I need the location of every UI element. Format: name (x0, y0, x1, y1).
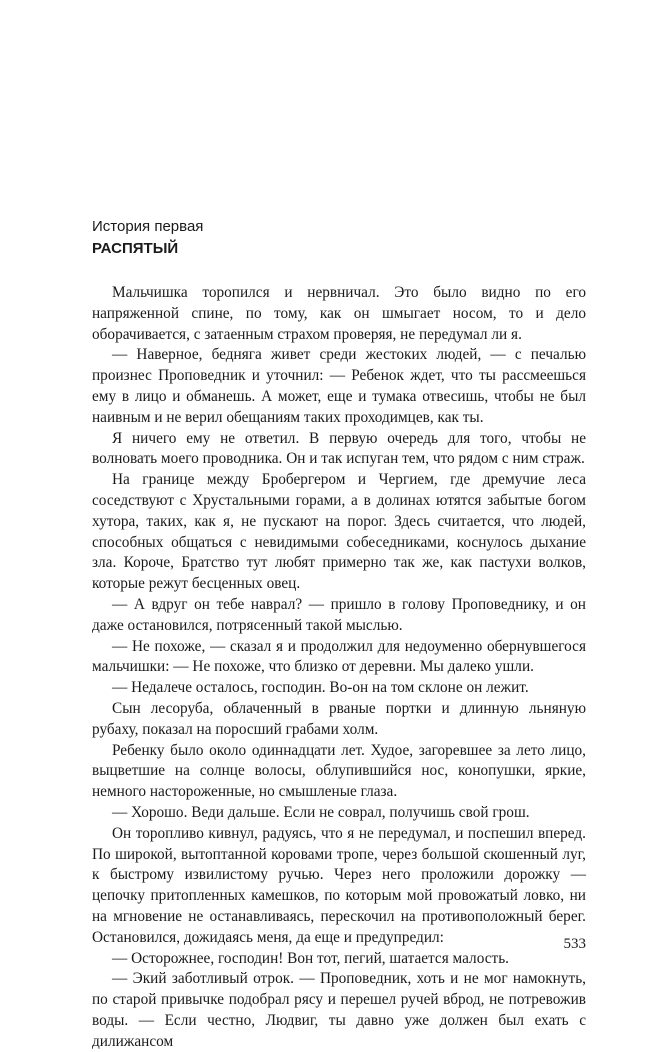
paragraph: На границе между Бробергером и Чергием, где дремучие леса соседствуют с Хрустальными горами, а в долинах ютятся забытые богом хутора, таких, как я, не пускают на порог. Здесь считается, что людей, способных общаться с невидимыми собеседниками, коснулось дыхание зла. Короче, Братство тут любят примерно так же, как пастухи волков, которые режут бесценных овец. (92, 471, 586, 593)
body-text (92, 283, 586, 1052)
paragraph: Сын лесоруба, облаченный в рваные портки и длинную льняную рубаху, показал на поросший грабами холм. (92, 699, 586, 738)
chapter-number: История первая (92, 218, 204, 235)
chapter-title: РАСПЯТЫЙ (92, 240, 179, 257)
chapter-heading (92, 216, 572, 260)
paragraph: — Наверное, бедняга живет среди жестоких людей, — с печалью произнес Проповедник и уточнил: — Ребенок ждет, что ты рассмеешься ему в лицо и обманешь. А может, еще и тумака отвесишь, чтобы не был наивным и не верил обещаниям таких проходимцев, как ты. (92, 346, 586, 426)
paragraph: Он торопливо кивнул, радуясь, что я не передумал, и поспешил вперед. По широкой, вытоптанной коровами тропе, через большой скошенный луг, к быстрому извилистому ручью. Через него проложили дорожку — цепочку притопленных камешков, по которым мой провожатый ловко, ни на мгновение не останавливаясь, перескочил на противоположный берег. Остановился, дожидаясь меня, да еще и предупредил: (92, 824, 586, 946)
page-number: 533 (563, 936, 586, 952)
paragraph: Ребенку было около одиннадцати лет. Худое, загоревшее за лето лицо, выцветшие на солнце волосы, облупившийся нос, конопушки, яркие, немного настороженные, но смышленые глаза. (92, 741, 586, 801)
paragraph: — Хорошо. Веди дальше. Если не соврал, получишь свой грош. (112, 803, 530, 821)
paragraph: Мальчишка торопился и нервничал. Это было видно по его напряженной спине, по тому, как он шмыгает носом, то и дело оборачивается, с затаенным страхом проверяя, не передумал ли я. (92, 284, 586, 343)
paragraph: — А вдруг он тебе наврал? — пришло в голову Проповеднику, и он даже остановился, потрясенный такой мыслью. (92, 595, 586, 634)
paragraph: — Не похоже, — сказал я и продолжил для недоуменно обернувшегося мальчишки: — Не похоже, что близко от деревни. Мы далеко ушли. (92, 637, 586, 676)
paragraph: — Экий заботливый отрок. — Проповедник, хоть и не мог намокнуть, по старой привычке подобрал рясу и перешел ручей вброд, не потревожив воды. — Если честно, Людвиг, ты давно уже должен был ехать с дилижансом (92, 970, 586, 1050)
paragraph: — Осторожнее, господин! Вон тот, пегий, шатается малость. (112, 949, 509, 967)
paragraph: Я ничего ему не ответил. В первую очередь для того, чтобы не волновать моего проводника. Он и так испуган тем, что рядом с ним страж. (92, 429, 586, 468)
paragraph: — Недалече осталось, господин. Во-он на том склоне он лежит. (112, 679, 529, 697)
